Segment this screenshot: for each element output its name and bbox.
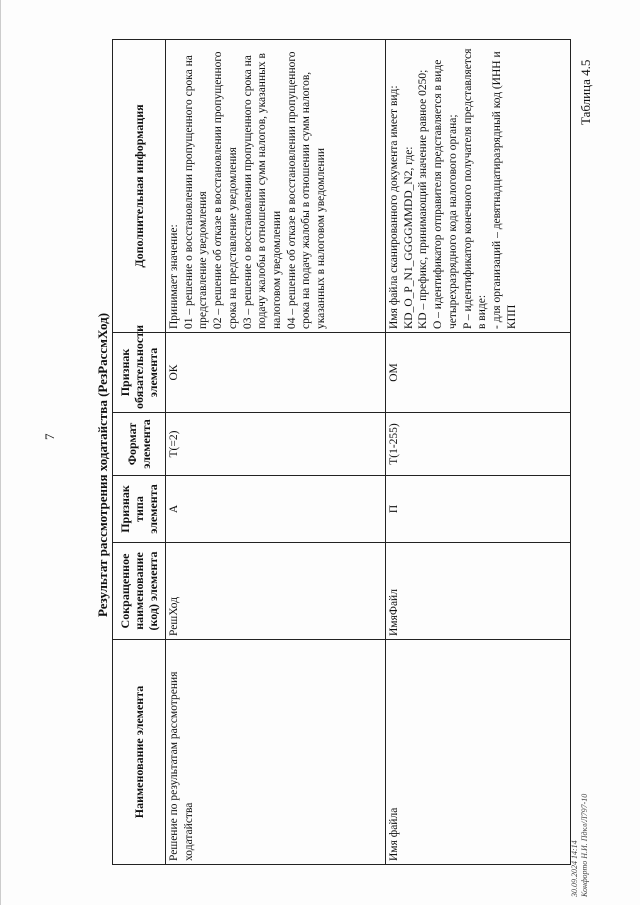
page-number: 7 bbox=[42, 433, 57, 440]
element-format: Т(=2) bbox=[166, 413, 386, 476]
footer-signature: Конфорто Н.И. Пдкл/Л797-10 bbox=[580, 793, 590, 897]
header-code: Сокращенное наименование (код) элемента bbox=[113, 543, 166, 640]
element-info bbox=[166, 40, 386, 333]
header-info: Дополнительная информация bbox=[113, 40, 166, 333]
info-line: 04 – решение об отказе в восстановлении пропущенного срока на подачу жалобы в отношении сумм налогов, указанных в налоговом уведомлении bbox=[285, 51, 328, 329]
element-required: ОМ bbox=[386, 333, 571, 413]
info-line: 02 – решение об отказе в восстановлении пропущенного срока на представление уведомления bbox=[212, 51, 239, 329]
table-row bbox=[166, 40, 386, 865]
info-line: 01 – решение о восстановлении пропущенного срока на представление уведомления bbox=[182, 55, 210, 329]
header-required: Признак обязательности элемента bbox=[113, 333, 166, 413]
element-format: Т(1-255) bbox=[386, 413, 571, 476]
info-line: Имя файла сканированного документа имеет вид: bbox=[388, 85, 400, 329]
table-row bbox=[386, 40, 571, 865]
info-line: KD – префикс, принимающий значение равное 0250; bbox=[417, 69, 430, 329]
data-table bbox=[112, 39, 571, 865]
header-format: Формат элемента bbox=[113, 413, 166, 476]
element-required: ОК bbox=[166, 333, 386, 413]
table-caption: Результат рассмотрения ходатайства (РезРассмХод) bbox=[95, 312, 110, 618]
info-line: Принимает значение: bbox=[168, 224, 180, 329]
info-line: 03 – решение о восстановлении пропущенного срока на подачу жалобы в отношении сумм налогов, указанных в налоговом уведомлении bbox=[241, 53, 284, 329]
element-code: ИмяФайл bbox=[386, 543, 571, 640]
header-name: Наименование элемента bbox=[113, 640, 166, 865]
document-footer bbox=[570, 794, 591, 897]
info-line: KD_O_P_N1_GGGGMMDD_N2, где: bbox=[402, 146, 415, 329]
table-header-row bbox=[113, 40, 166, 865]
element-type: А bbox=[166, 476, 386, 543]
element-type: П bbox=[386, 476, 571, 543]
element-code: РешХод bbox=[166, 543, 386, 640]
info-line: O – идентификатор отправителя представляется в виде четырехразрядного кода налогового органа; bbox=[432, 59, 459, 329]
info-line: - для организаций – девятнадцатиразрядный код (ИНН и КПП bbox=[491, 51, 518, 329]
element-name: Имя файла bbox=[386, 640, 571, 865]
table-label: Таблица 4.5 bbox=[578, 59, 593, 125]
element-name: Решение по результатам рассмотрения ходатайства bbox=[166, 640, 386, 865]
footer-timestamp: 30.09.2024 14:14 bbox=[570, 840, 579, 897]
element-info bbox=[386, 40, 571, 333]
header-type: Признак типа элемента bbox=[113, 476, 166, 543]
info-line: P – идентификатор конечного получателя представляется в виде: bbox=[461, 48, 489, 329]
